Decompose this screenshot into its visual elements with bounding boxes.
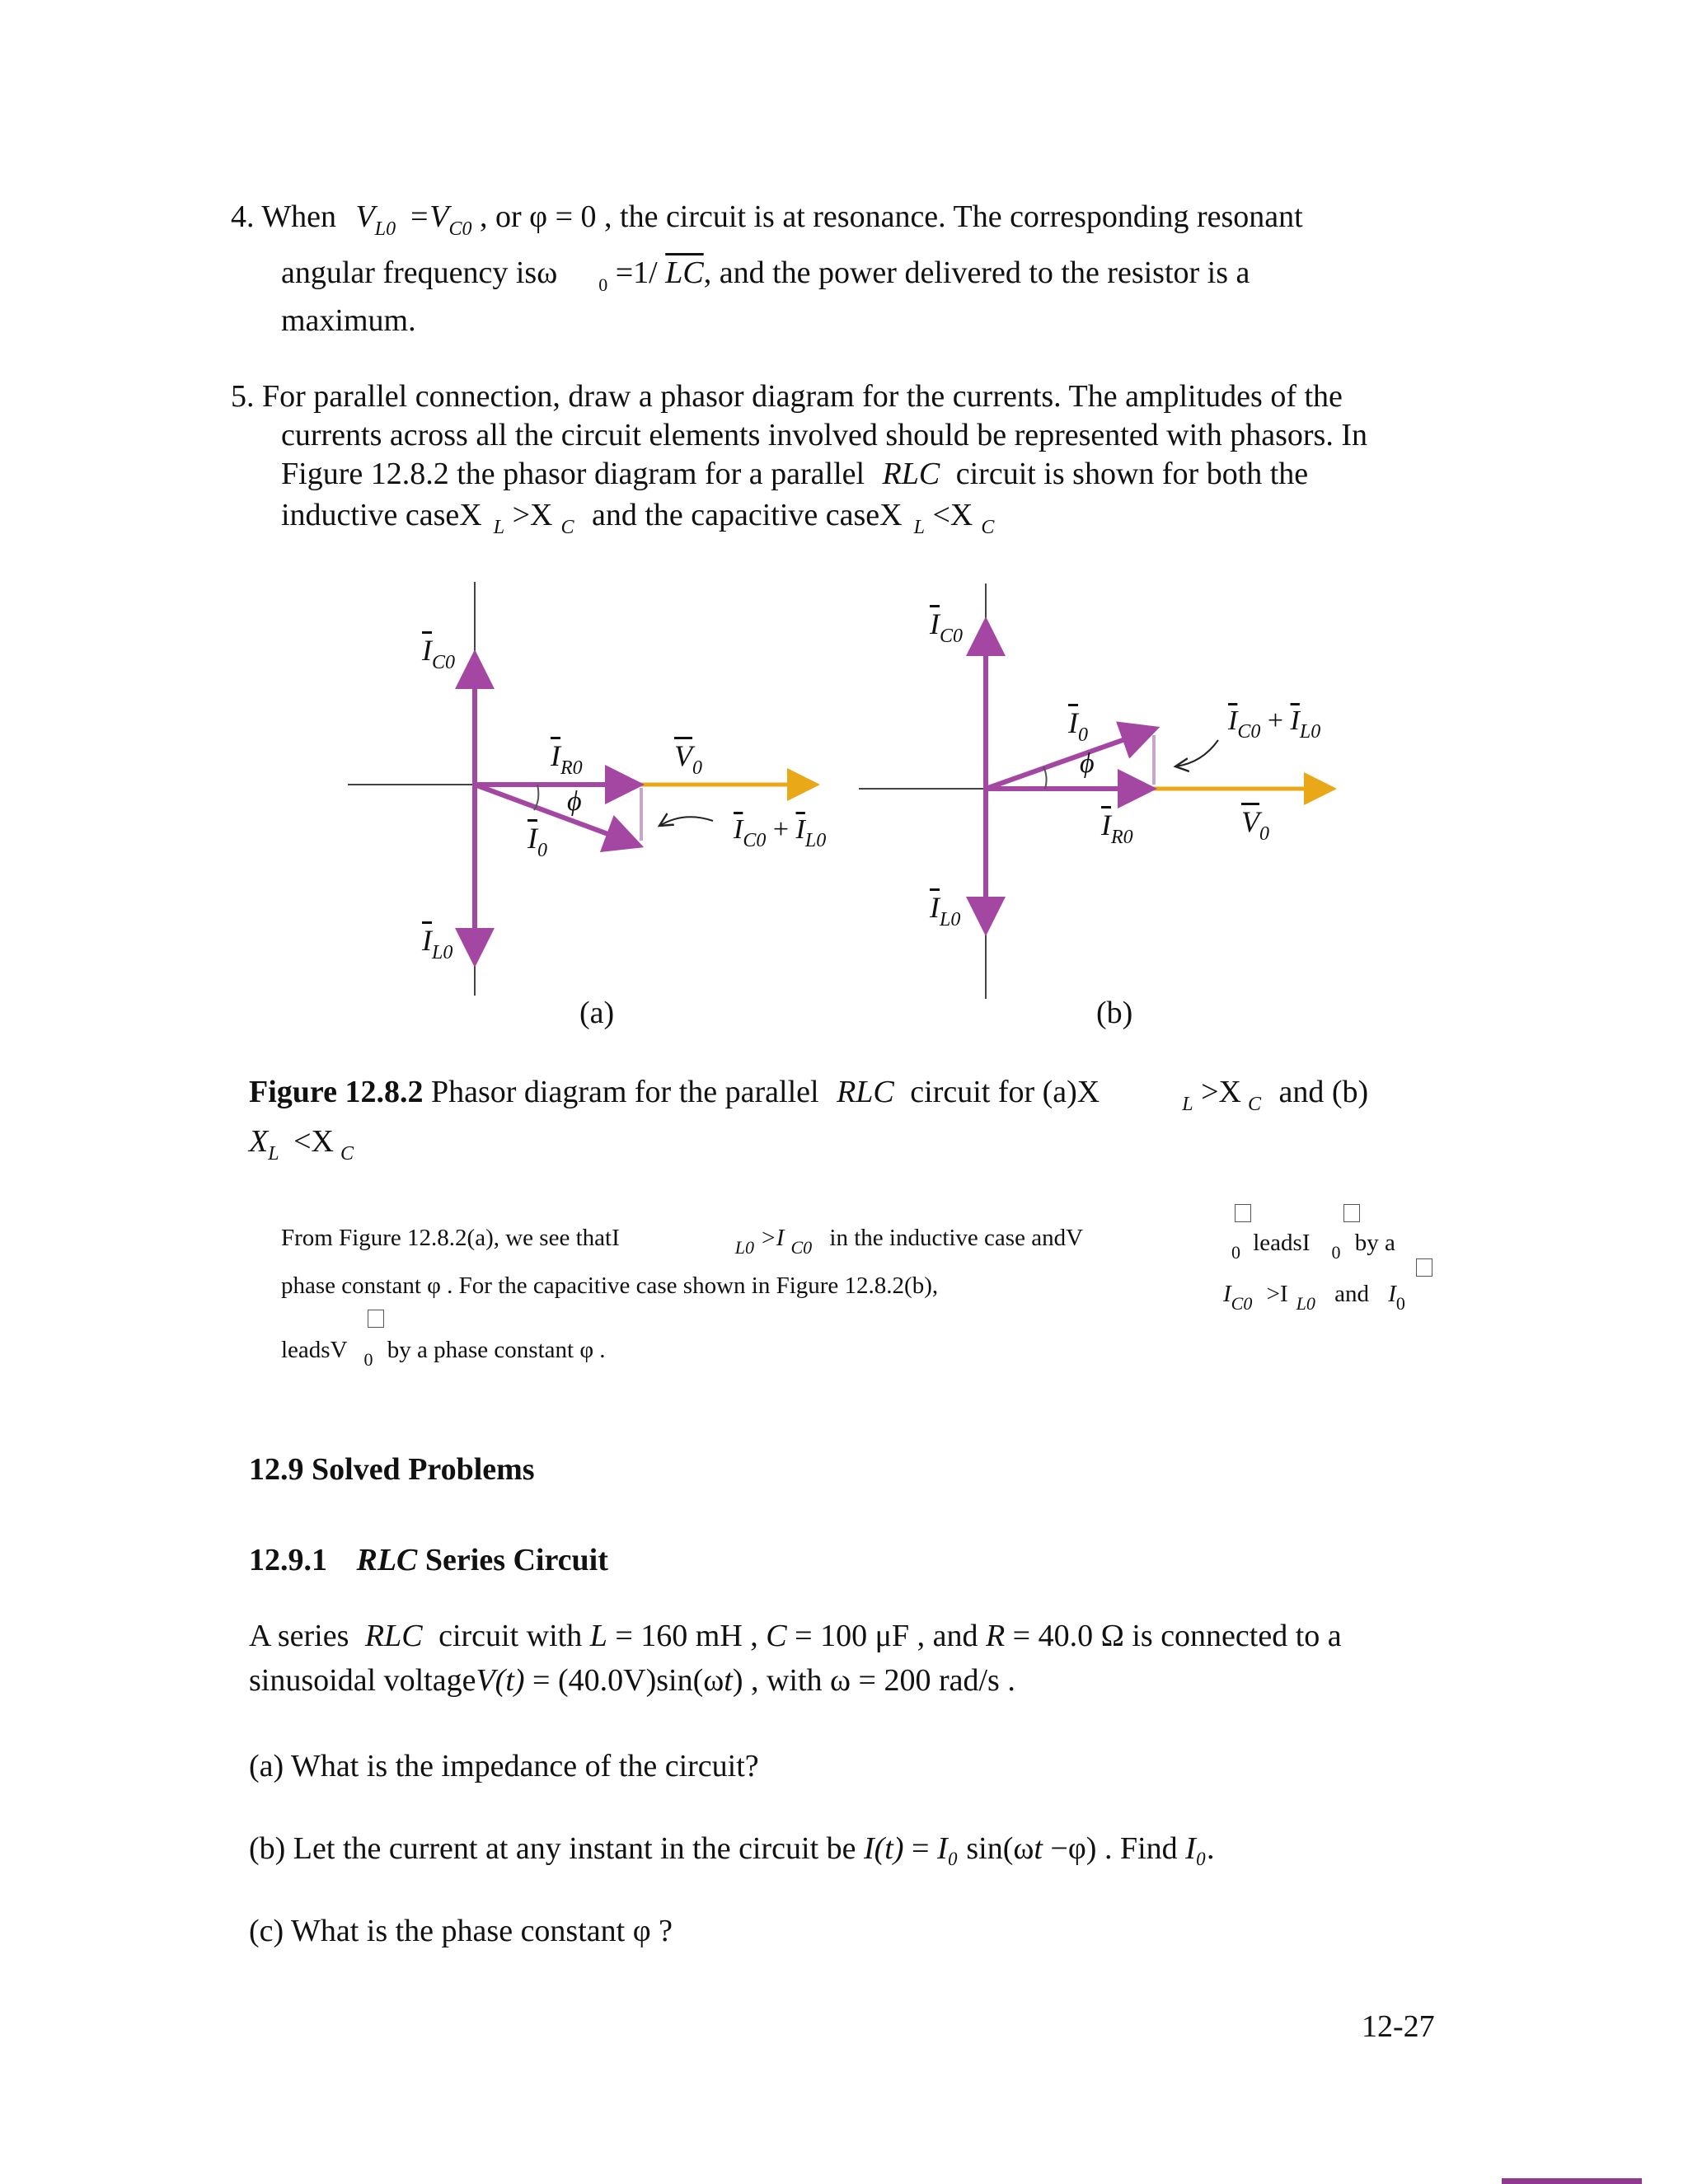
panel-b-label: (b) [1096, 996, 1133, 1030]
panel-b [859, 583, 1329, 999]
label-ic0-a: $\overline{I}_{C0}$ [422, 634, 456, 673]
question-c: (c) What is the phase constant φ ? [249, 1914, 673, 1948]
pointer-arrow-b [1175, 740, 1218, 766]
phasor-figure [0, 0, 1688, 1071]
phasor-i0-a [475, 785, 635, 844]
label-ir0-b: $\overline{I}_{R0}$ [1101, 808, 1133, 848]
missing-glyph-box [1343, 1204, 1360, 1222]
label-sum-a: $\overline{I}_{C0} + \overline{I}_{L0}$ [734, 814, 827, 851]
item5-line4: inductive caseX $_L$ >X $_C$ and the capacitive caseX $_L$ <X $_C$ [281, 498, 995, 538]
label-v0-b: $\overline{V}_0$ [1241, 805, 1269, 845]
page-number: 12-27 [1362, 2009, 1435, 2044]
label-il0-a: $\overline{I}_{L0}$ [422, 924, 453, 963]
label-i0-a: $\overline{I}_0$ [528, 822, 547, 861]
item5-line2: currents across all the circuit elements involved should be represented with phasors. In [281, 418, 1367, 452]
label-ir0-a: $\overline{I}_{R0}$ [551, 739, 583, 779]
missing-glyph-box [368, 1310, 384, 1328]
label-phi-b: ϕ [1080, 748, 1095, 779]
panel-a-label: (a) [579, 996, 615, 1030]
pointer-arrow-a [659, 817, 713, 826]
para-line3: leadsV $_0$ by a phase constant φ . [281, 1304, 606, 1368]
question-b: (b) Let the current at any instant in the circuit be I(t) = I₀ sin(ωt −φ) . Find I₀. [249, 1831, 1215, 1866]
figure-caption-line2: $X_L <X$ $_C$ [249, 1124, 354, 1165]
subsection-heading: 12.9.1 RLC Series Circuit [249, 1543, 608, 1577]
item5-line3: Figure 12.8.2 the phasor diagram for a parallel RLC circuit is shown for both the [281, 457, 1309, 491]
item4-line1: 4. When $V_{L0} =V_{C0}$ , or φ = 0 , the circuit is at resonance. The corresponding resonant [231, 199, 1303, 240]
para-line1-b: $_0$ leadsI $_0$ by a [1231, 1198, 1395, 1261]
label-i0-b: $\overline{I}_0$ [1068, 706, 1088, 746]
para-line2-b: $I_{C0} >I$ $_{L0}$ and $I_0$ [1223, 1253, 1432, 1312]
missing-glyph-box [1235, 1204, 1251, 1222]
para-line1-a: From Figure 12.8.2(a), we see thatI $_{L0}$ >I $_{C0}$ in the inductive case andV [281, 1225, 1084, 1258]
problem-line1: A series RLC circuit with L = 160 mH , C = 100 μF , and R = 40.0 Ω is connected to a [249, 1619, 1342, 1653]
question-a: (a) What is the impedance of the circuit? [249, 1749, 759, 1783]
item5-line1: 5. For parallel connection, draw a phasor diagram for the currents. The amplitudes of the [231, 379, 1343, 414]
label-ic0-b: $\overline{I}_{C0}$ [930, 607, 964, 647]
figure-caption-line1: Figure 12.8.2 Phasor diagram for the parallel RLC circuit for (a)X $_L$ >X $_C$ and (b) [249, 1075, 1369, 1115]
label-sum-b: $\overline{I}_{C0} + \overline{I}_{L0}$ [1228, 705, 1321, 743]
label-phi-a: ϕ [567, 786, 582, 817]
problem-line2: sinusoidal voltageV(t) = (40.0V)sin(ωt) , with ω = 200 rad/s . [249, 1663, 1015, 1698]
para-line2-a: phase constant φ . For the capacitive case shown in Figure 12.8.2(b), [281, 1272, 939, 1299]
missing-glyph-box [1416, 1258, 1432, 1277]
item4-line3: maximum. [281, 303, 416, 338]
label-il0-b: $\overline{I}_{L0}$ [930, 891, 961, 930]
item4-line2: angular frequency isω $_0$ =1/ $\overline{LC}$, and the power delivered to the resistor is a [281, 255, 1250, 295]
sqrt-lc: $\overline{LC}$ [665, 255, 704, 290]
section-heading: 12.9 Solved Problems [249, 1452, 535, 1487]
page-edge-bar [1502, 2178, 1642, 2184]
label-v0-a: $\overline{V}_0$ [674, 739, 702, 779]
